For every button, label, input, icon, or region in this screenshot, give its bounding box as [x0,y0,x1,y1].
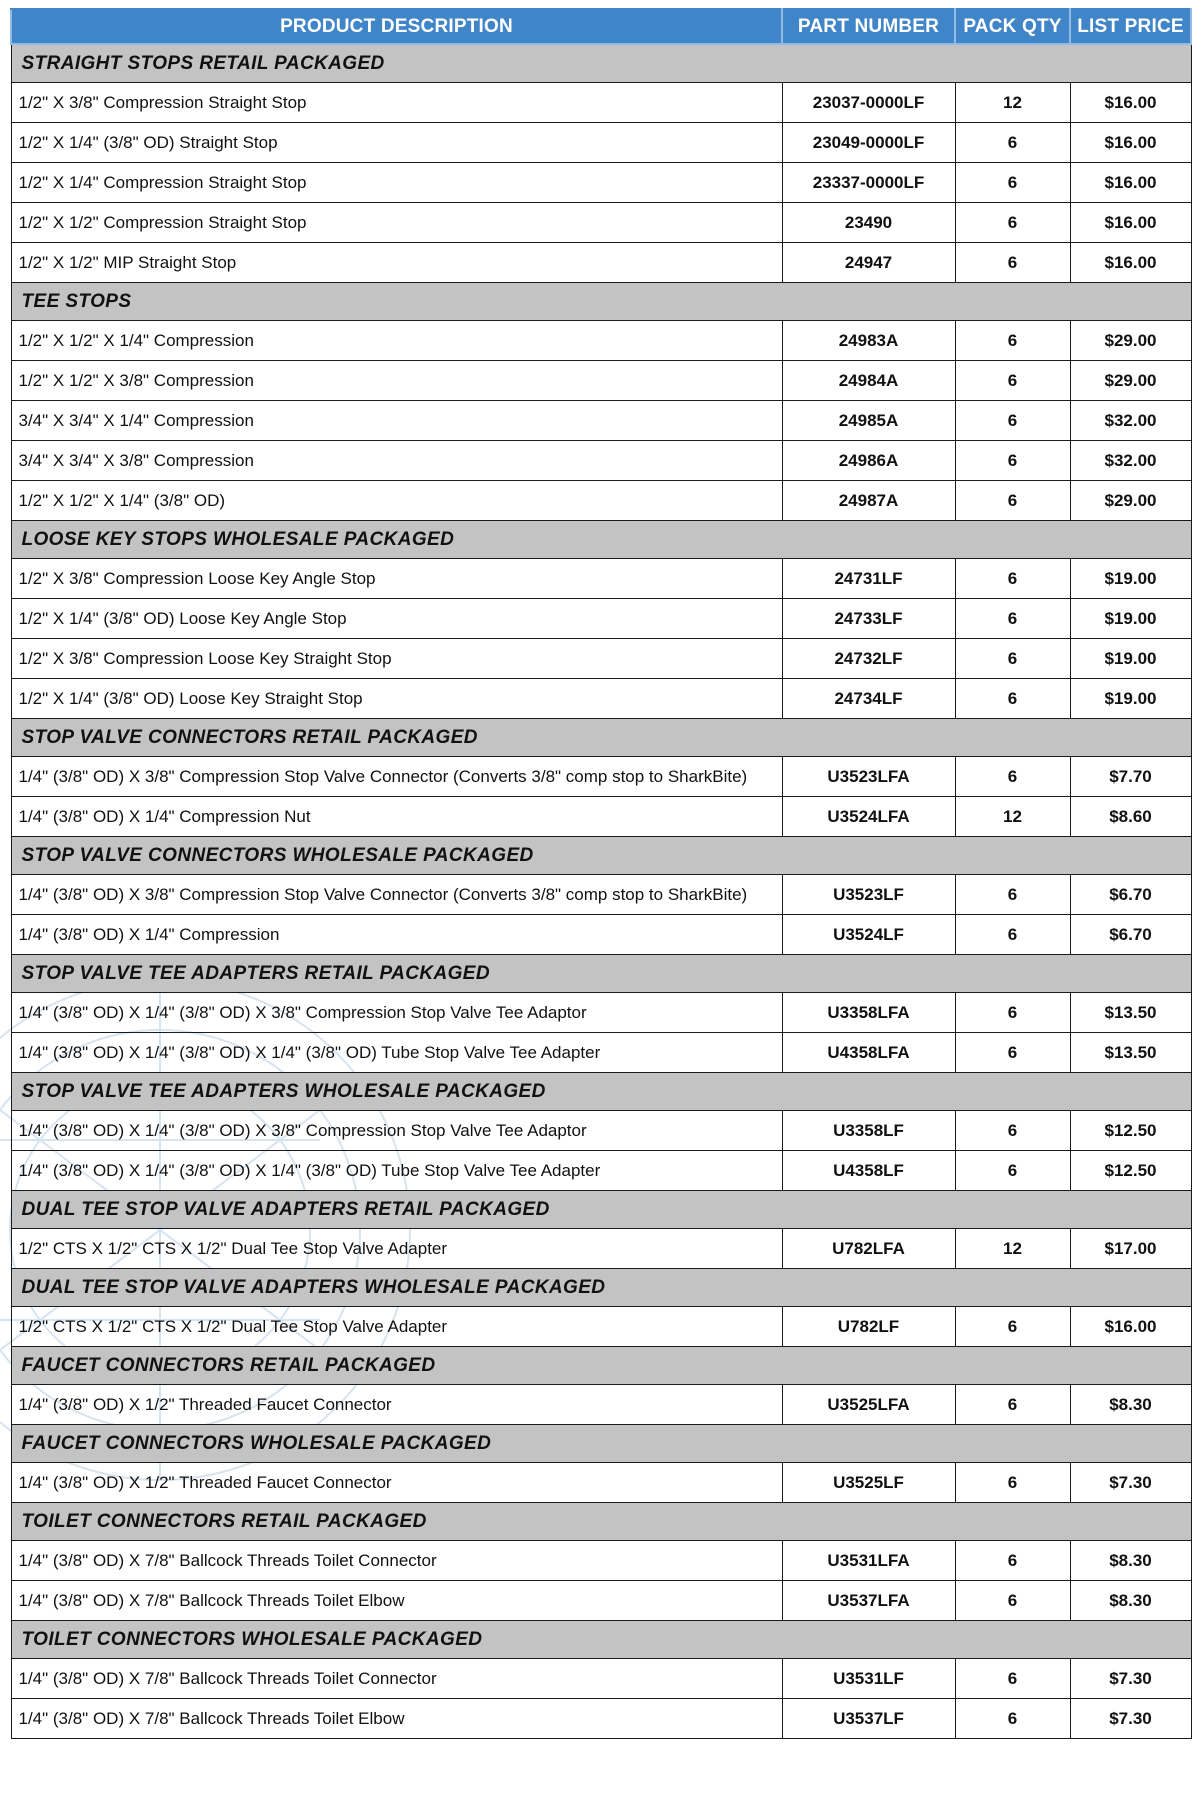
cell-part-number: U782LFA [782,1229,955,1269]
cell-product-description: 1/2" X 3/8" Compression Loose Key Angle Stop [11,559,782,599]
cell-product-description: 1/2" X 1/4" (3/8" OD) Loose Key Straight Stop [11,679,782,719]
cell-product-description: 1/2" X 1/4" (3/8" OD) Straight Stop [11,123,782,163]
cell-list-price: $7.70 [1070,757,1191,797]
section-title: TEE STOPS [11,283,1191,321]
cell-list-price: $29.00 [1070,321,1191,361]
cell-pack-qty: 6 [955,559,1070,599]
cell-product-description: 1/2" X 1/2" Compression Straight Stop [11,203,782,243]
cell-product-description: 1/2" X 3/8" Compression Loose Key Straight Stop [11,639,782,679]
table-row [11,441,1191,481]
section-header-row [11,1425,1191,1463]
cell-part-number: 23490 [782,203,955,243]
cell-pack-qty: 6 [955,361,1070,401]
cell-product-description: 1/4" (3/8" OD) X 7/8" Ballcock Threads Toilet Elbow [11,1581,782,1621]
cell-pack-qty: 6 [955,599,1070,639]
table-row [11,757,1191,797]
cell-part-number: 24985A [782,401,955,441]
table-row [11,1463,1191,1503]
cell-pack-qty: 6 [955,639,1070,679]
cell-list-price: $16.00 [1070,123,1191,163]
cell-product-description: 1/2" X 1/4" Compression Straight Stop [11,163,782,203]
table-row [11,1659,1191,1699]
cell-list-price: $8.30 [1070,1541,1191,1581]
section-header-row [11,44,1191,83]
cell-part-number: 24986A [782,441,955,481]
cell-pack-qty: 12 [955,1229,1070,1269]
cell-list-price: $7.30 [1070,1659,1191,1699]
section-title: TOILET CONNECTORS WHOLESALE PACKAGED [11,1621,1191,1659]
cell-pack-qty: 6 [955,1699,1070,1739]
cell-product-description: 1/4" (3/8" OD) X 1/4" (3/8" OD) X 1/4" (3/8" OD) Tube Stop Valve Tee Adapter [11,1033,782,1073]
cell-pack-qty: 6 [955,1659,1070,1699]
section-title: FAUCET CONNECTORS RETAIL PACKAGED [11,1347,1191,1385]
cell-pack-qty: 6 [955,1541,1070,1581]
header-part-number: PART NUMBER [782,9,955,44]
table-row [11,321,1191,361]
section-title: LOOSE KEY STOPS WHOLESALE PACKAGED [11,521,1191,559]
cell-list-price: $8.30 [1070,1385,1191,1425]
cell-part-number: 24732LF [782,639,955,679]
cell-product-description: 3/4" X 3/4" X 3/8" Compression [11,441,782,481]
cell-product-description: 1/2" X 3/8" Compression Straight Stop [11,83,782,123]
cell-product-description: 1/4" (3/8" OD) X 1/4" (3/8" OD) X 3/8" Compression Stop Valve Tee Adaptor [11,1111,782,1151]
cell-list-price: $12.50 [1070,1151,1191,1191]
section-title: FAUCET CONNECTORS WHOLESALE PACKAGED [11,1425,1191,1463]
cell-list-price: $19.00 [1070,639,1191,679]
cell-part-number: 24733LF [782,599,955,639]
cell-pack-qty: 6 [955,321,1070,361]
cell-list-price: $32.00 [1070,441,1191,481]
section-header-row [11,1347,1191,1385]
cell-product-description: 1/4" (3/8" OD) X 1/4" (3/8" OD) X 3/8" Compression Stop Valve Tee Adaptor [11,993,782,1033]
cell-part-number: U4358LF [782,1151,955,1191]
cell-list-price: $16.00 [1070,83,1191,123]
table-row [11,1033,1191,1073]
cell-part-number: 24983A [782,321,955,361]
cell-part-number: 23337-0000LF [782,163,955,203]
table-row [11,361,1191,401]
cell-product-description: 1/4" (3/8" OD) X 1/2" Threaded Faucet Connector [11,1463,782,1503]
cell-list-price: $7.30 [1070,1463,1191,1503]
section-header-row [11,1073,1191,1111]
table-row [11,163,1191,203]
cell-part-number: U3525LFA [782,1385,955,1425]
cell-product-description: 1/4" (3/8" OD) X 7/8" Ballcock Threads Toilet Elbow [11,1699,782,1739]
section-header-row [11,955,1191,993]
cell-part-number: 24731LF [782,559,955,599]
table-body [11,44,1191,1739]
cell-part-number: 24947 [782,243,955,283]
cell-part-number: 23049-0000LF [782,123,955,163]
section-header-row [11,283,1191,321]
cell-product-description: 1/2" CTS X 1/2" CTS X 1/2" Dual Tee Stop Valve Adapter [11,1229,782,1269]
header-pack-qty: PACK QTY [955,9,1070,44]
table-row [11,401,1191,441]
cell-part-number: U782LF [782,1307,955,1347]
section-header-row [11,1621,1191,1659]
cell-pack-qty: 6 [955,203,1070,243]
cell-part-number: U3358LFA [782,993,955,1033]
cell-pack-qty: 6 [955,993,1070,1033]
cell-list-price: $29.00 [1070,481,1191,521]
cell-list-price: $16.00 [1070,203,1191,243]
section-header-row [11,1503,1191,1541]
section-header-row [11,837,1191,875]
cell-part-number: U3523LFA [782,757,955,797]
cell-pack-qty: 6 [955,1307,1070,1347]
cell-pack-qty: 6 [955,481,1070,521]
cell-product-description: 1/2" X 1/2" MIP Straight Stop [11,243,782,283]
cell-list-price: $16.00 [1070,163,1191,203]
cell-list-price: $16.00 [1070,1307,1191,1347]
cell-list-price: $17.00 [1070,1229,1191,1269]
cell-part-number: U3537LFA [782,1581,955,1621]
cell-part-number: U3358LF [782,1111,955,1151]
table-row [11,599,1191,639]
price-list-table [10,8,1192,1739]
cell-product-description: 1/4" (3/8" OD) X 3/8" Compression Stop Valve Connector (Converts 3/8" comp stop to SharkBite) [11,875,782,915]
section-header-row [11,521,1191,559]
cell-part-number: 24987A [782,481,955,521]
section-header-row [11,1269,1191,1307]
table-row [11,1307,1191,1347]
table-row [11,1699,1191,1739]
cell-list-price: $19.00 [1070,559,1191,599]
cell-pack-qty: 6 [955,441,1070,481]
section-header-row [11,1191,1191,1229]
section-title: DUAL TEE STOP VALVE ADAPTERS WHOLESALE PACKAGED [11,1269,1191,1307]
section-title: STRAIGHT STOPS RETAIL PACKAGED [11,44,1191,83]
cell-product-description: 1/4" (3/8" OD) X 7/8" Ballcock Threads Toilet Connector [11,1659,782,1699]
cell-part-number: 23037-0000LF [782,83,955,123]
cell-list-price: $19.00 [1070,599,1191,639]
table-row [11,639,1191,679]
table-row [11,679,1191,719]
cell-product-description: 1/4" (3/8" OD) X 7/8" Ballcock Threads Toilet Connector [11,1541,782,1581]
cell-part-number: U3524LFA [782,797,955,837]
cell-part-number: U3537LF [782,1699,955,1739]
cell-part-number: 24984A [782,361,955,401]
cell-part-number: 24734LF [782,679,955,719]
cell-pack-qty: 6 [955,1151,1070,1191]
cell-list-price: $12.50 [1070,1111,1191,1151]
cell-product-description: 1/2" CTS X 1/2" CTS X 1/2" Dual Tee Stop Valve Adapter [11,1307,782,1347]
cell-product-description: 1/2" X 1/2" X 3/8" Compression [11,361,782,401]
table-row [11,559,1191,599]
cell-pack-qty: 6 [955,1463,1070,1503]
table-row [11,915,1191,955]
table-row [11,1111,1191,1151]
cell-part-number: U4358LFA [782,1033,955,1073]
cell-list-price: $13.50 [1070,993,1191,1033]
cell-list-price: $19.00 [1070,679,1191,719]
cell-part-number: U3531LFA [782,1541,955,1581]
table-row [11,875,1191,915]
table-row [11,1581,1191,1621]
cell-part-number: U3523LF [782,875,955,915]
cell-pack-qty: 12 [955,83,1070,123]
section-header-row [11,719,1191,757]
cell-product-description: 1/4" (3/8" OD) X 1/4" (3/8" OD) X 1/4" (3/8" OD) Tube Stop Valve Tee Adapter [11,1151,782,1191]
header-list-price: LIST PRICE [1070,9,1191,44]
table-row [11,243,1191,283]
cell-product-description: 1/4" (3/8" OD) X 1/4" Compression Nut [11,797,782,837]
cell-pack-qty: 6 [955,1385,1070,1425]
table-row [11,993,1191,1033]
cell-pack-qty: 6 [955,875,1070,915]
cell-pack-qty: 6 [955,915,1070,955]
cell-list-price: $6.70 [1070,875,1191,915]
table-row [11,203,1191,243]
cell-product-description: 1/2" X 1/2" X 1/4" Compression [11,321,782,361]
cell-pack-qty: 6 [955,757,1070,797]
table-row [11,83,1191,123]
cell-pack-qty: 6 [955,123,1070,163]
section-title: TOILET CONNECTORS RETAIL PACKAGED [11,1503,1191,1541]
cell-list-price: $32.00 [1070,401,1191,441]
cell-pack-qty: 6 [955,163,1070,203]
cell-product-description: 1/2" X 1/4" (3/8" OD) Loose Key Angle Stop [11,599,782,639]
cell-pack-qty: 6 [955,243,1070,283]
header-product-description: PRODUCT DESCRIPTION [11,9,782,44]
cell-pack-qty: 6 [955,1033,1070,1073]
table-row [11,1541,1191,1581]
cell-product-description: 3/4" X 3/4" X 1/4" Compression [11,401,782,441]
table-row [11,481,1191,521]
table-row [11,797,1191,837]
cell-pack-qty: 12 [955,797,1070,837]
cell-product-description: 1/2" X 1/2" X 1/4" (3/8" OD) [11,481,782,521]
cell-list-price: $7.30 [1070,1699,1191,1739]
cell-list-price: $13.50 [1070,1033,1191,1073]
cell-list-price: $6.70 [1070,915,1191,955]
section-title: STOP VALVE CONNECTORS RETAIL PACKAGED [11,719,1191,757]
cell-product-description: 1/4" (3/8" OD) X 1/4" Compression [11,915,782,955]
cell-product-description: 1/4" (3/8" OD) X 3/8" Compression Stop Valve Connector (Converts 3/8" comp stop to SharkBite) [11,757,782,797]
table-header-row [11,9,1191,44]
section-title: STOP VALVE TEE ADAPTERS RETAIL PACKAGED [11,955,1191,993]
table-row [11,1229,1191,1269]
section-title: STOP VALVE TEE ADAPTERS WHOLESALE PACKAGED [11,1073,1191,1111]
cell-list-price: $16.00 [1070,243,1191,283]
section-title: STOP VALVE CONNECTORS WHOLESALE PACKAGED [11,837,1191,875]
cell-pack-qty: 6 [955,1581,1070,1621]
table-row [11,1151,1191,1191]
price-list-container [10,8,1190,1739]
cell-pack-qty: 6 [955,1111,1070,1151]
cell-product-description: 1/4" (3/8" OD) X 1/2" Threaded Faucet Connector [11,1385,782,1425]
table-row [11,1385,1191,1425]
cell-list-price: $29.00 [1070,361,1191,401]
section-title: DUAL TEE STOP VALVE ADAPTERS RETAIL PACKAGED [11,1191,1191,1229]
table-row [11,123,1191,163]
cell-pack-qty: 6 [955,401,1070,441]
cell-part-number: U3525LF [782,1463,955,1503]
cell-pack-qty: 6 [955,679,1070,719]
cell-list-price: $8.60 [1070,797,1191,837]
cell-part-number: U3524LF [782,915,955,955]
cell-list-price: $8.30 [1070,1581,1191,1621]
cell-part-number: U3531LF [782,1659,955,1699]
